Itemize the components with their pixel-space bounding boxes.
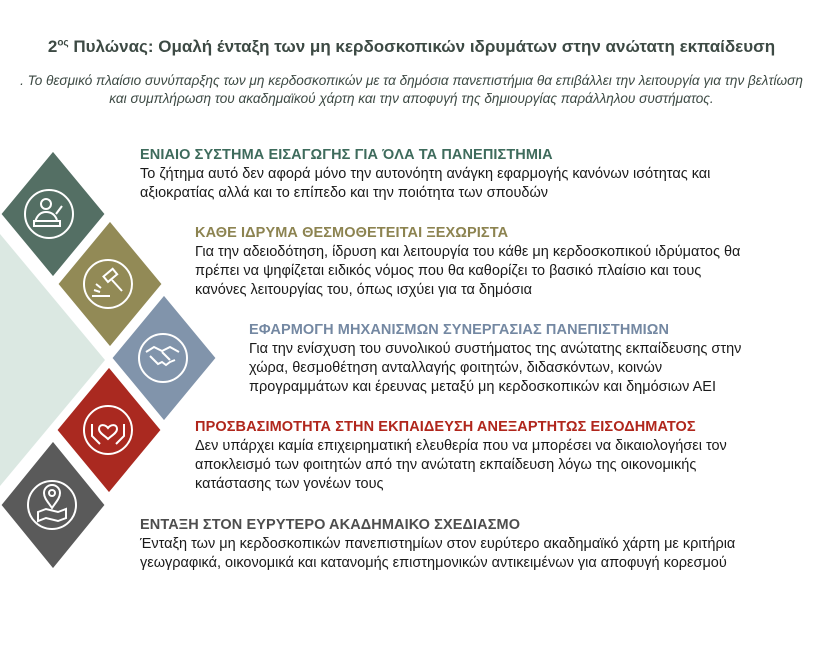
item-cooperation-mechanisms [249,321,741,397]
item-heading: ΠΡΟΣΒΑΣΙΜΟΤΗΤΑ ΣΤΗΝ ΕΚΠΑΙΔΕΥΣΗ ΑΝΕΞΑΡΤΗΤΩΣ ΕΙΣΟΔΗΜΑΤΟΣ [195,419,696,435]
title-text: Πυλώνας: Ομαλή ένταξη των μη κερδοσκοπικών ιδρυμάτων στην ανώτατη εκπαίδευση [68,37,776,56]
item-line: χώρα, θεσμοθέτηση ανταλλαγής φοιτητών, διδασκόντων, κοινών [249,360,663,376]
item-line: Το ζήτημα αυτό δεν αφορά μόνο την αυτονόητη ανάγκη εφαρμογής κανόνων ισότητας και [140,166,711,182]
item-description [140,535,735,573]
item-line: πρέπει να ψηφίζεται ειδικός νόμος που θα καθορίζει το βασικό πλαίσιο και τους [195,263,702,279]
item-line: κατάστασης των γονέων τους [195,476,384,492]
item-description [195,243,740,300]
item-line: γεωγραφικά, οικονομικά και κατανομής επιστημονικών αντικειμένων για αποφυγή κορεσμού [140,555,727,571]
title-superscript: ος [57,37,69,49]
item-line: Δεν υπάρχει καμία επιχειρηματική ελευθερία που να μπορέσει να δικαιολογήσει τον [195,438,727,454]
item-description [140,165,710,203]
item-separate-institution [195,224,740,300]
page-title [0,37,823,57]
item-line: Για την ενίσχυση του συνολικού συστήματος της ανώτατης εκπαίδευσης στην [249,341,742,357]
item-heading: ΕΦΑΡΜΟΓΗ ΜΗΧΑΝΙΣΜΩΝ ΣΥΝΕΡΓΑΣΙΑΣ ΠΑΝΕΠΙΣΤΗΜΙΩΝ [249,322,670,338]
item-heading: ΕΝΙΑΙΟ ΣΥΣΤΗΜΑ ΕΙΣΑΓΩΓΗΣ ΓΙΑ ΌΛΑ ΤΑ ΠΑΝΕΠΙΣΤΗΜΙΑ [140,147,553,163]
item-line: αξιοκρατίας αλλά και το επίπεδο και την ποιότητα των σπουδών [140,185,549,201]
item-line: Ένταξη των μη κερδοσκοπικών πανεπιστημίων στον ευρύτερο ακαδημαϊκό χάρτη με κριτήρια [140,536,736,552]
item-heading: ΚΑΘΕ ΙΔΡΥΜΑ ΘΕΣΜΟΘΕΤΕΙΤΑΙ ΞΕΧΩΡΙΣΤΑ [195,225,509,241]
item-unified-admission [140,146,710,203]
item-line: Για την αδειοδότηση, ίδρυση και λειτουργία του κάθε μη κερδοσκοπικού ιδρύματος θα [195,244,741,260]
item-line: προγραμμάτων και έρευνας μεταξύ μη κερδοσκοπικών και δημόσιων ΑΕΙ [249,379,716,395]
page-subtitle: . Το θεσμικό πλαίσιο συνύπαρξης των μη κερδοσκοπικών με τα δημόσια πανεπιστήμια θα επιβάλλει την λειτουργία για την βελτίωση και συμπλήρωση του ακαδημαϊκού χάρτη και την αποφυγή της δημιουργίας παράλληλου συστήματος. [20,73,803,106]
item-heading: ΕΝΤΑΞΗ ΣΤΟΝ ΕΥΡΥΤΕΡΟ ΑΚΑΔΗΜΑΙΚΟ ΣΧΕΔΙΑΣΜΟ [140,517,521,533]
item-accessibility [195,418,727,494]
title-prefix: 2 [47,37,58,56]
item-description [249,340,741,397]
item-description [195,437,727,494]
item-line: αποκλεισμό των φοιτητών από την ανώτατη εκπαίδευση λόγω της οικονομικής [195,457,697,473]
item-academic-planning [140,516,735,573]
item-line: κανόνες λειτουργίας του, όπως ισχύει για τα δημόσια [195,282,532,298]
